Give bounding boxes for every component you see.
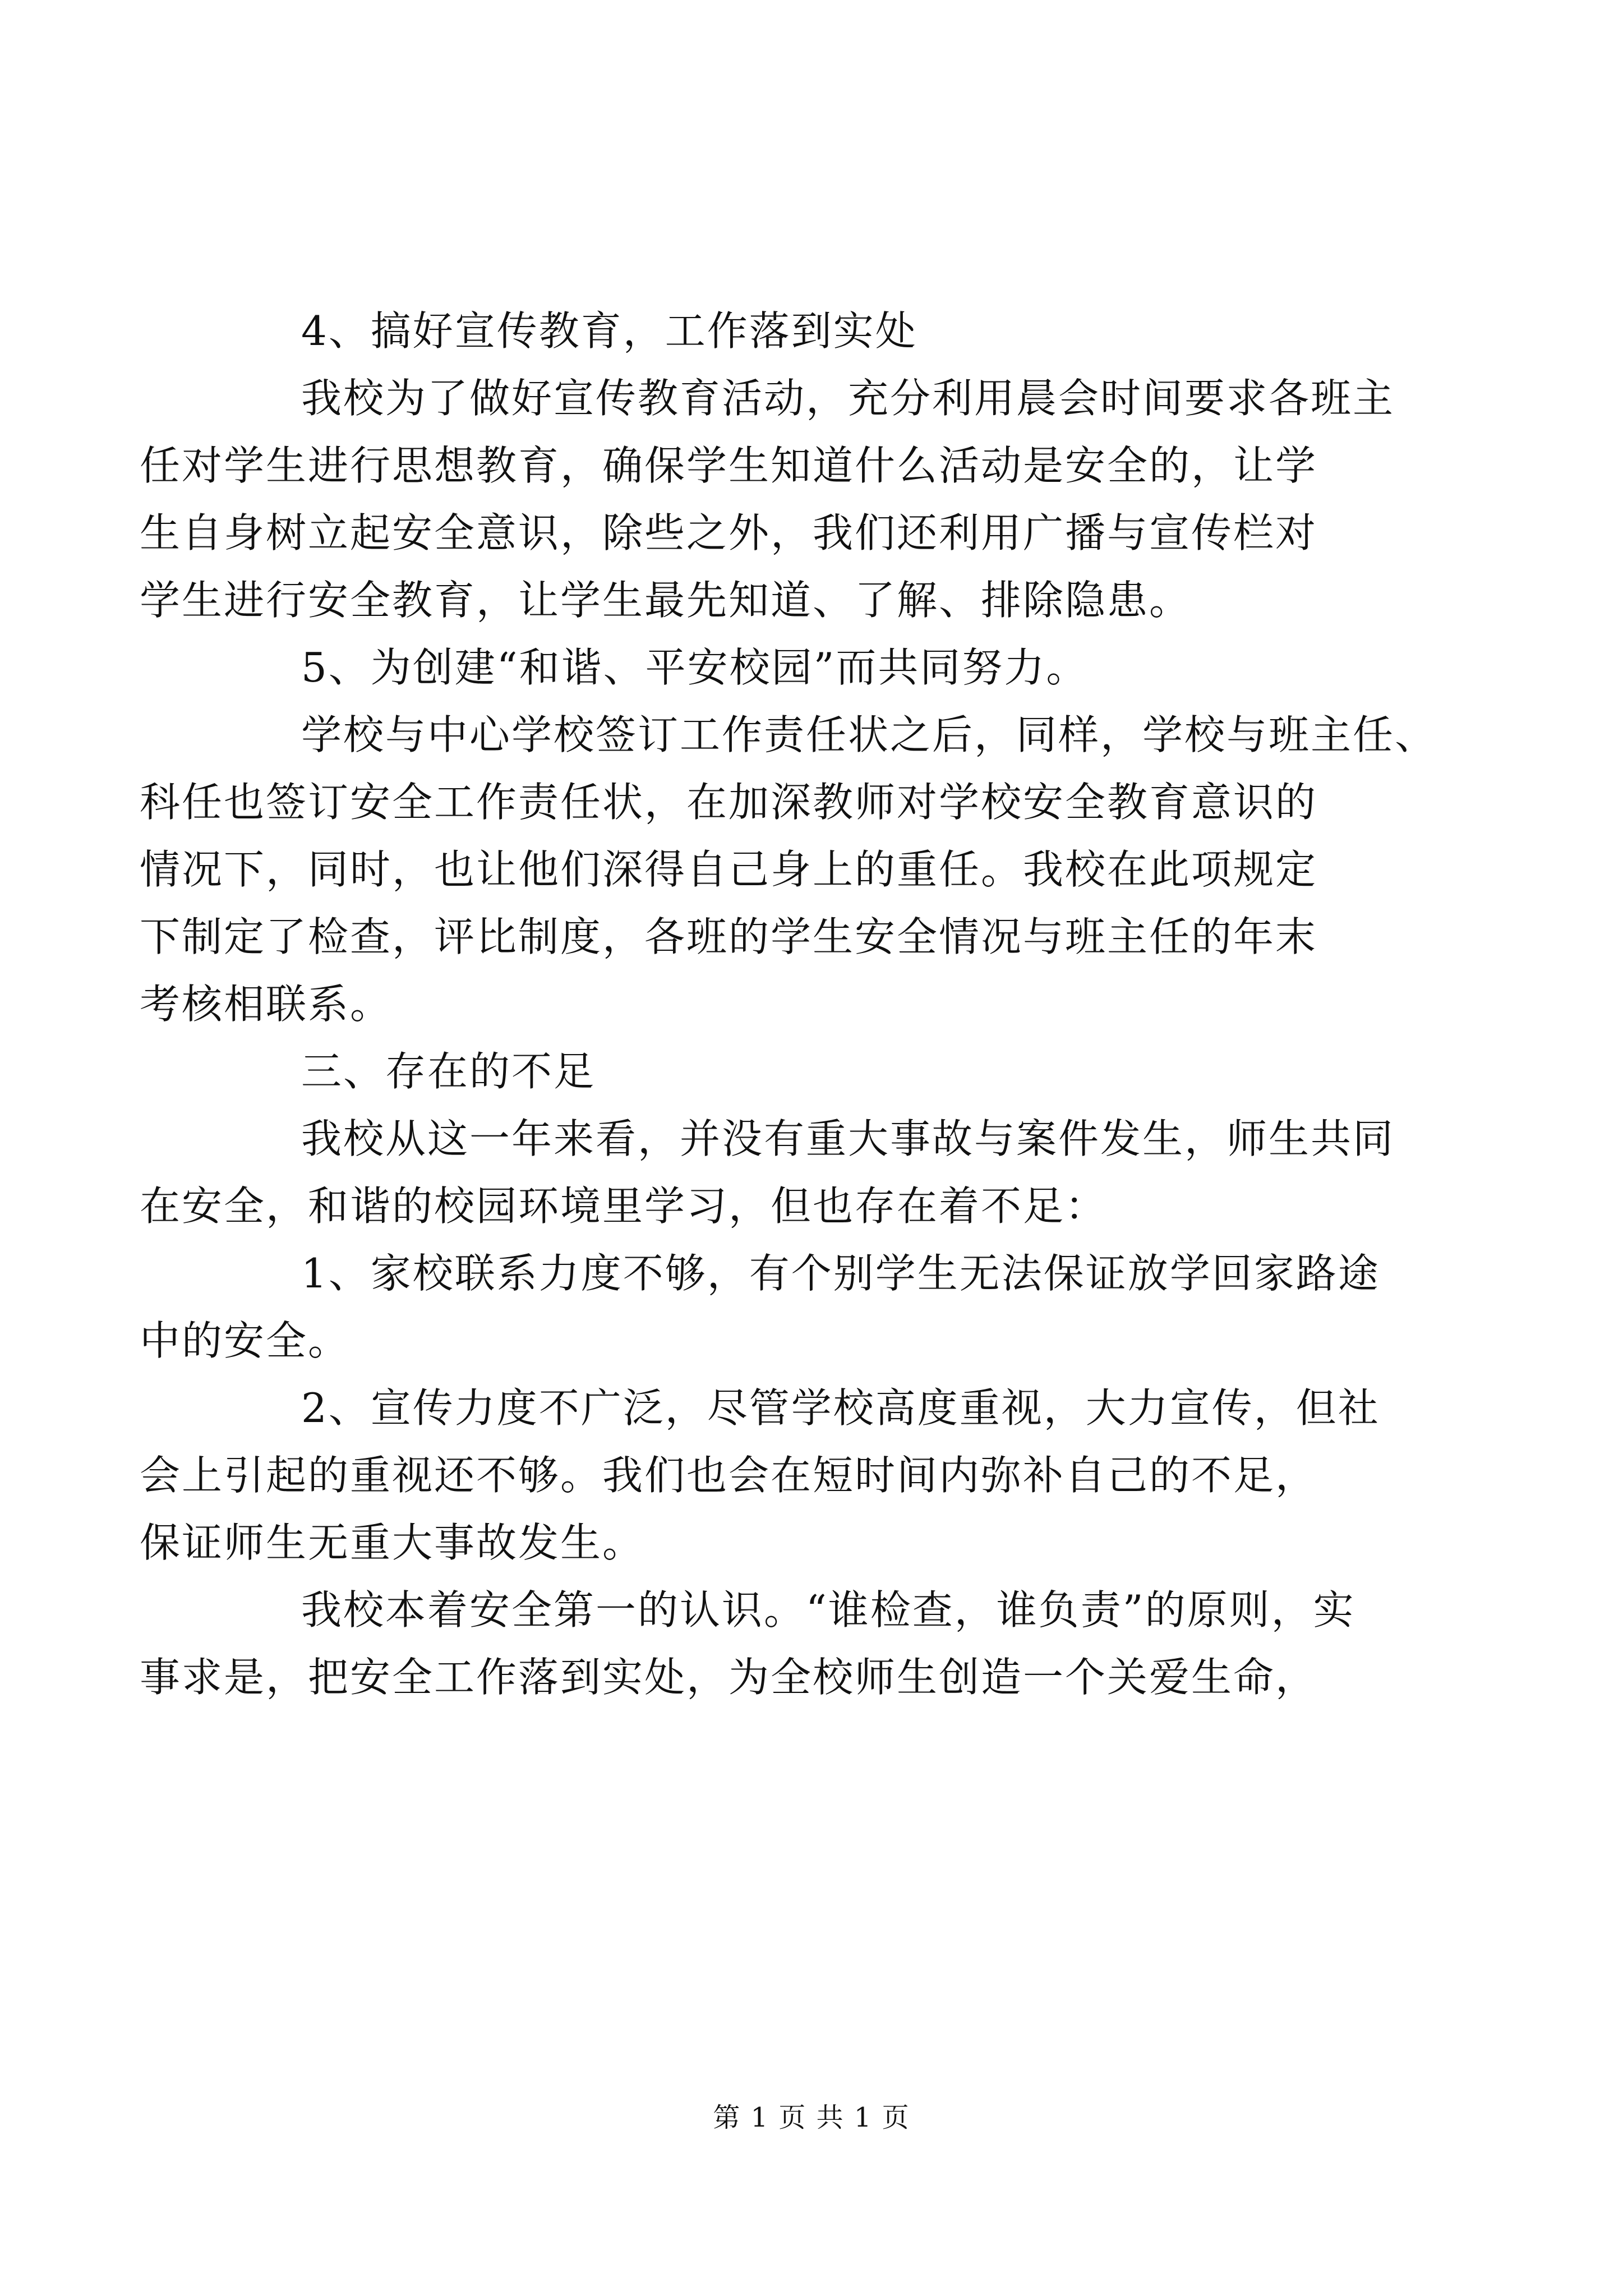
text-line: 我校为了做好宣传教育活动，充分利用晨会时间要求各班主: [301, 375, 1395, 422]
text-line: 事求是，把安全工作落到实处，为全校师生创造一个关爱生命，: [140, 1654, 1318, 1701]
text-line: 5、为创建“和谐、平安校园”而共同努力。: [301, 644, 1089, 691]
paragraph: [220, 297, 1432, 365]
paragraph: [140, 1240, 1432, 1374]
paragraph: [140, 1374, 1432, 1576]
paragraph: [140, 1576, 1432, 1711]
text-line: 保证师生无重大事故发生。: [140, 1519, 645, 1566]
text-line: 情况下，同时，也让他们深得自己身上的重任。我校在此项规定: [140, 846, 1318, 893]
text-line: 我校从这一年来看，并没有重大事故与案件发生，师生共同: [301, 1115, 1395, 1162]
document-body: [140, 297, 1437, 1711]
text-line: 生自身树立起安全意识，除些之外，我们还利用广播与宣传栏对: [140, 509, 1318, 556]
paragraph: [140, 365, 1432, 634]
paragraph: [220, 634, 1432, 701]
paragraph: [140, 701, 1437, 1038]
paragraph: [140, 1105, 1432, 1240]
page-footer: 第 1 页 共 1 页: [713, 2102, 910, 2133]
text-line: 考核相联系。: [140, 981, 393, 1028]
text-line: 4、搞好宣传教育，工作落到实处: [301, 307, 917, 355]
text-line: 1、家校联系力度不够，有个别学生无法保证放学回家路途: [301, 1250, 1380, 1297]
section-heading: 三、存在的不足: [301, 1048, 596, 1095]
paragraph: [220, 1038, 1432, 1105]
text-line: 在安全，和谐的校园环境里学习，但也存在着不足：: [140, 1182, 1108, 1230]
text-line: 任对学生进行思想教育，确保学生知道什么活动是安全的，让学: [140, 442, 1318, 489]
text-line: 我校本着安全第一的认识。“谁检查，谁负责”的原则，实: [301, 1586, 1355, 1634]
text-line: 学生进行安全教育，让学生最先知道、了解、排除隐患。: [140, 577, 1192, 624]
text-line: 学校与中心学校签订工作责任状之后，同样，学校与班主任、: [301, 711, 1437, 758]
text-line: 2、宣传力度不广泛，尽管学校高度重视，大力宣传，但社: [301, 1384, 1380, 1432]
text-line: 中的安全。: [140, 1317, 351, 1364]
text-line: 下制定了检查，评比制度，各班的学生安全情况与班主任的年末: [140, 913, 1318, 960]
text-line: 会上引起的重视还不够。我们也会在短时间内弥补自己的不足，: [140, 1452, 1318, 1499]
text-line: 科任也签订安全工作责任状，在加深教师对学校安全教育意识的: [140, 779, 1318, 826]
